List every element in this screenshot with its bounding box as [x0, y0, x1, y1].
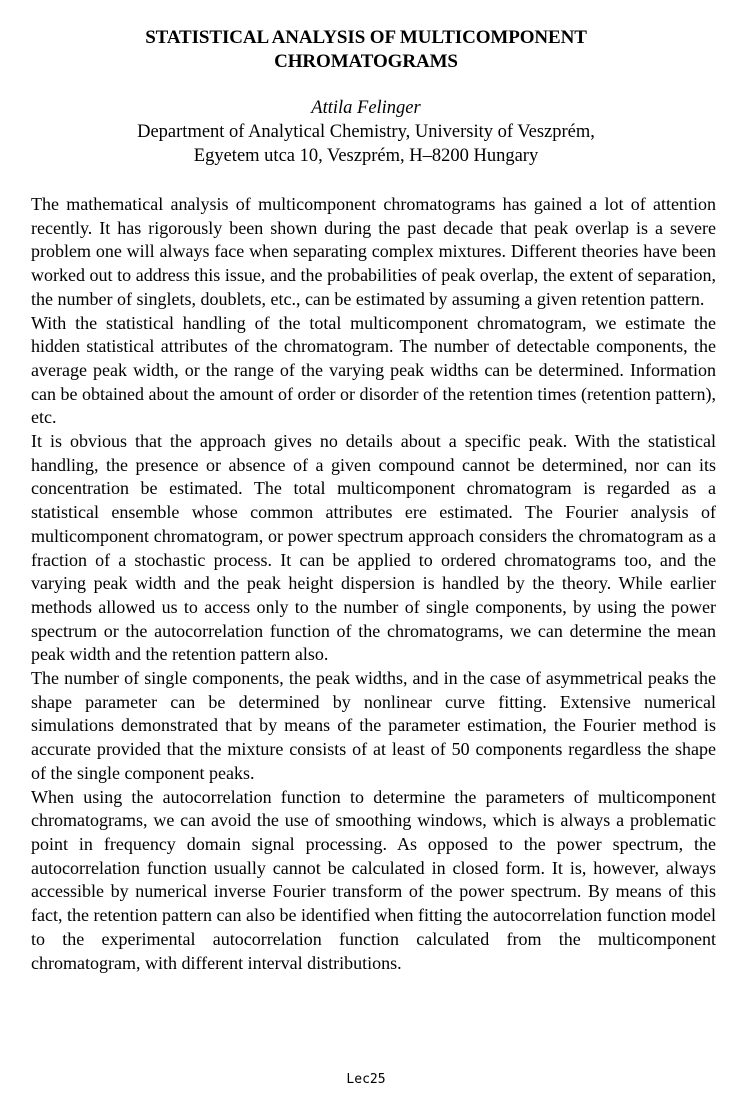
- affiliation-line-1: Department of Analytical Chemistry, University of Veszprém,: [137, 122, 595, 142]
- paper-title-line-1: STATISTICAL ANALYSIS OF MULTICOMPONENT: [145, 27, 587, 48]
- page-code-footer: Lec25: [346, 1072, 386, 1087]
- paper-title: [0, 26, 732, 74]
- paragraph-5: When using the autocorrelation function to determine the parameters of multicomponent chromatograms, we can avoid the use of smoothing windows, which is always a problematic point in frequency domain signal processing. As opposed to the power spectrum, the autocorrelation function usually cannot be calculated in closed form. It is, however, always accessible by numerical inverse Fourier transform of the power spectrum. By means of this fact, the retention pattern can also be identified when fitting the autocorrelation function model to the experimental autocorrelation function calculated from the multicomponent chromatogram, with different interval distributions.: [31, 786, 716, 973]
- paragraph-1: The mathematical analysis of multicomponent chromatograms has gained a lot of attention recently. It has rigorously been shown during the past decade that peak overlap is a severe problem one will always face when separating complex mixtures. Different theories have been worked out to address this issue, and the probabilities of peak overlap, the extent of separation, the number of singlets, doublets, etc., can be estimated by assuming a given retention pattern.: [31, 194, 716, 309]
- author-name: Attila Felinger: [311, 98, 421, 118]
- byline: [0, 96, 732, 168]
- paragraph-4: The number of single components, the peak widths, and in the case of asymmetrical peaks the shape parameter can be determined by nonlinear curve fitting. Extensive numerical simulations demonstrated that by means of the parameter estimation, the Fourier method is accurate provided that the mixture consists of at least of 50 components regardless the shape of the single component peaks.: [31, 668, 716, 783]
- paragraph-3: It is obvious that the approach gives no details about a specific peak. With the statistical handling, the presence or absence of a given compound cannot be determined, nor can its concentration be estimated. The total multicomponent chromatogram is regarded as a statistical ensemble whose common attributes ere estimated. The Fourier analysis of multicomponent chromatogram, or power spectrum approach considers the chromatogram as a fraction of a stochastic process. It can be applied to ordered chromatograms too, and the varying peak width and the peak height dispersion is handled by the theory. While earlier methods allowed us to access only to the number of single components, by using the power spectrum or the autocorrelation function of the chromatograms, we can determine the mean peak width and the retention pattern also.: [31, 431, 716, 665]
- paper-title-line-2: CHROMATOGRAMS: [274, 51, 458, 72]
- paragraph-2: With the statistical handling of the total multicomponent chromatogram, we estimate the hidden statistical attributes of the chromatogram. The number of detectable components, the average peak width, or the range of the varying peak widths can be determined. Information can be obtained about the amount of order or disorder of the retention times (retention pattern), etc.: [31, 312, 716, 428]
- affiliation-line-2: Egyetem utca 10, Veszprém, H–8200 Hungary: [193, 146, 539, 166]
- abstract-body: [31, 193, 716, 975]
